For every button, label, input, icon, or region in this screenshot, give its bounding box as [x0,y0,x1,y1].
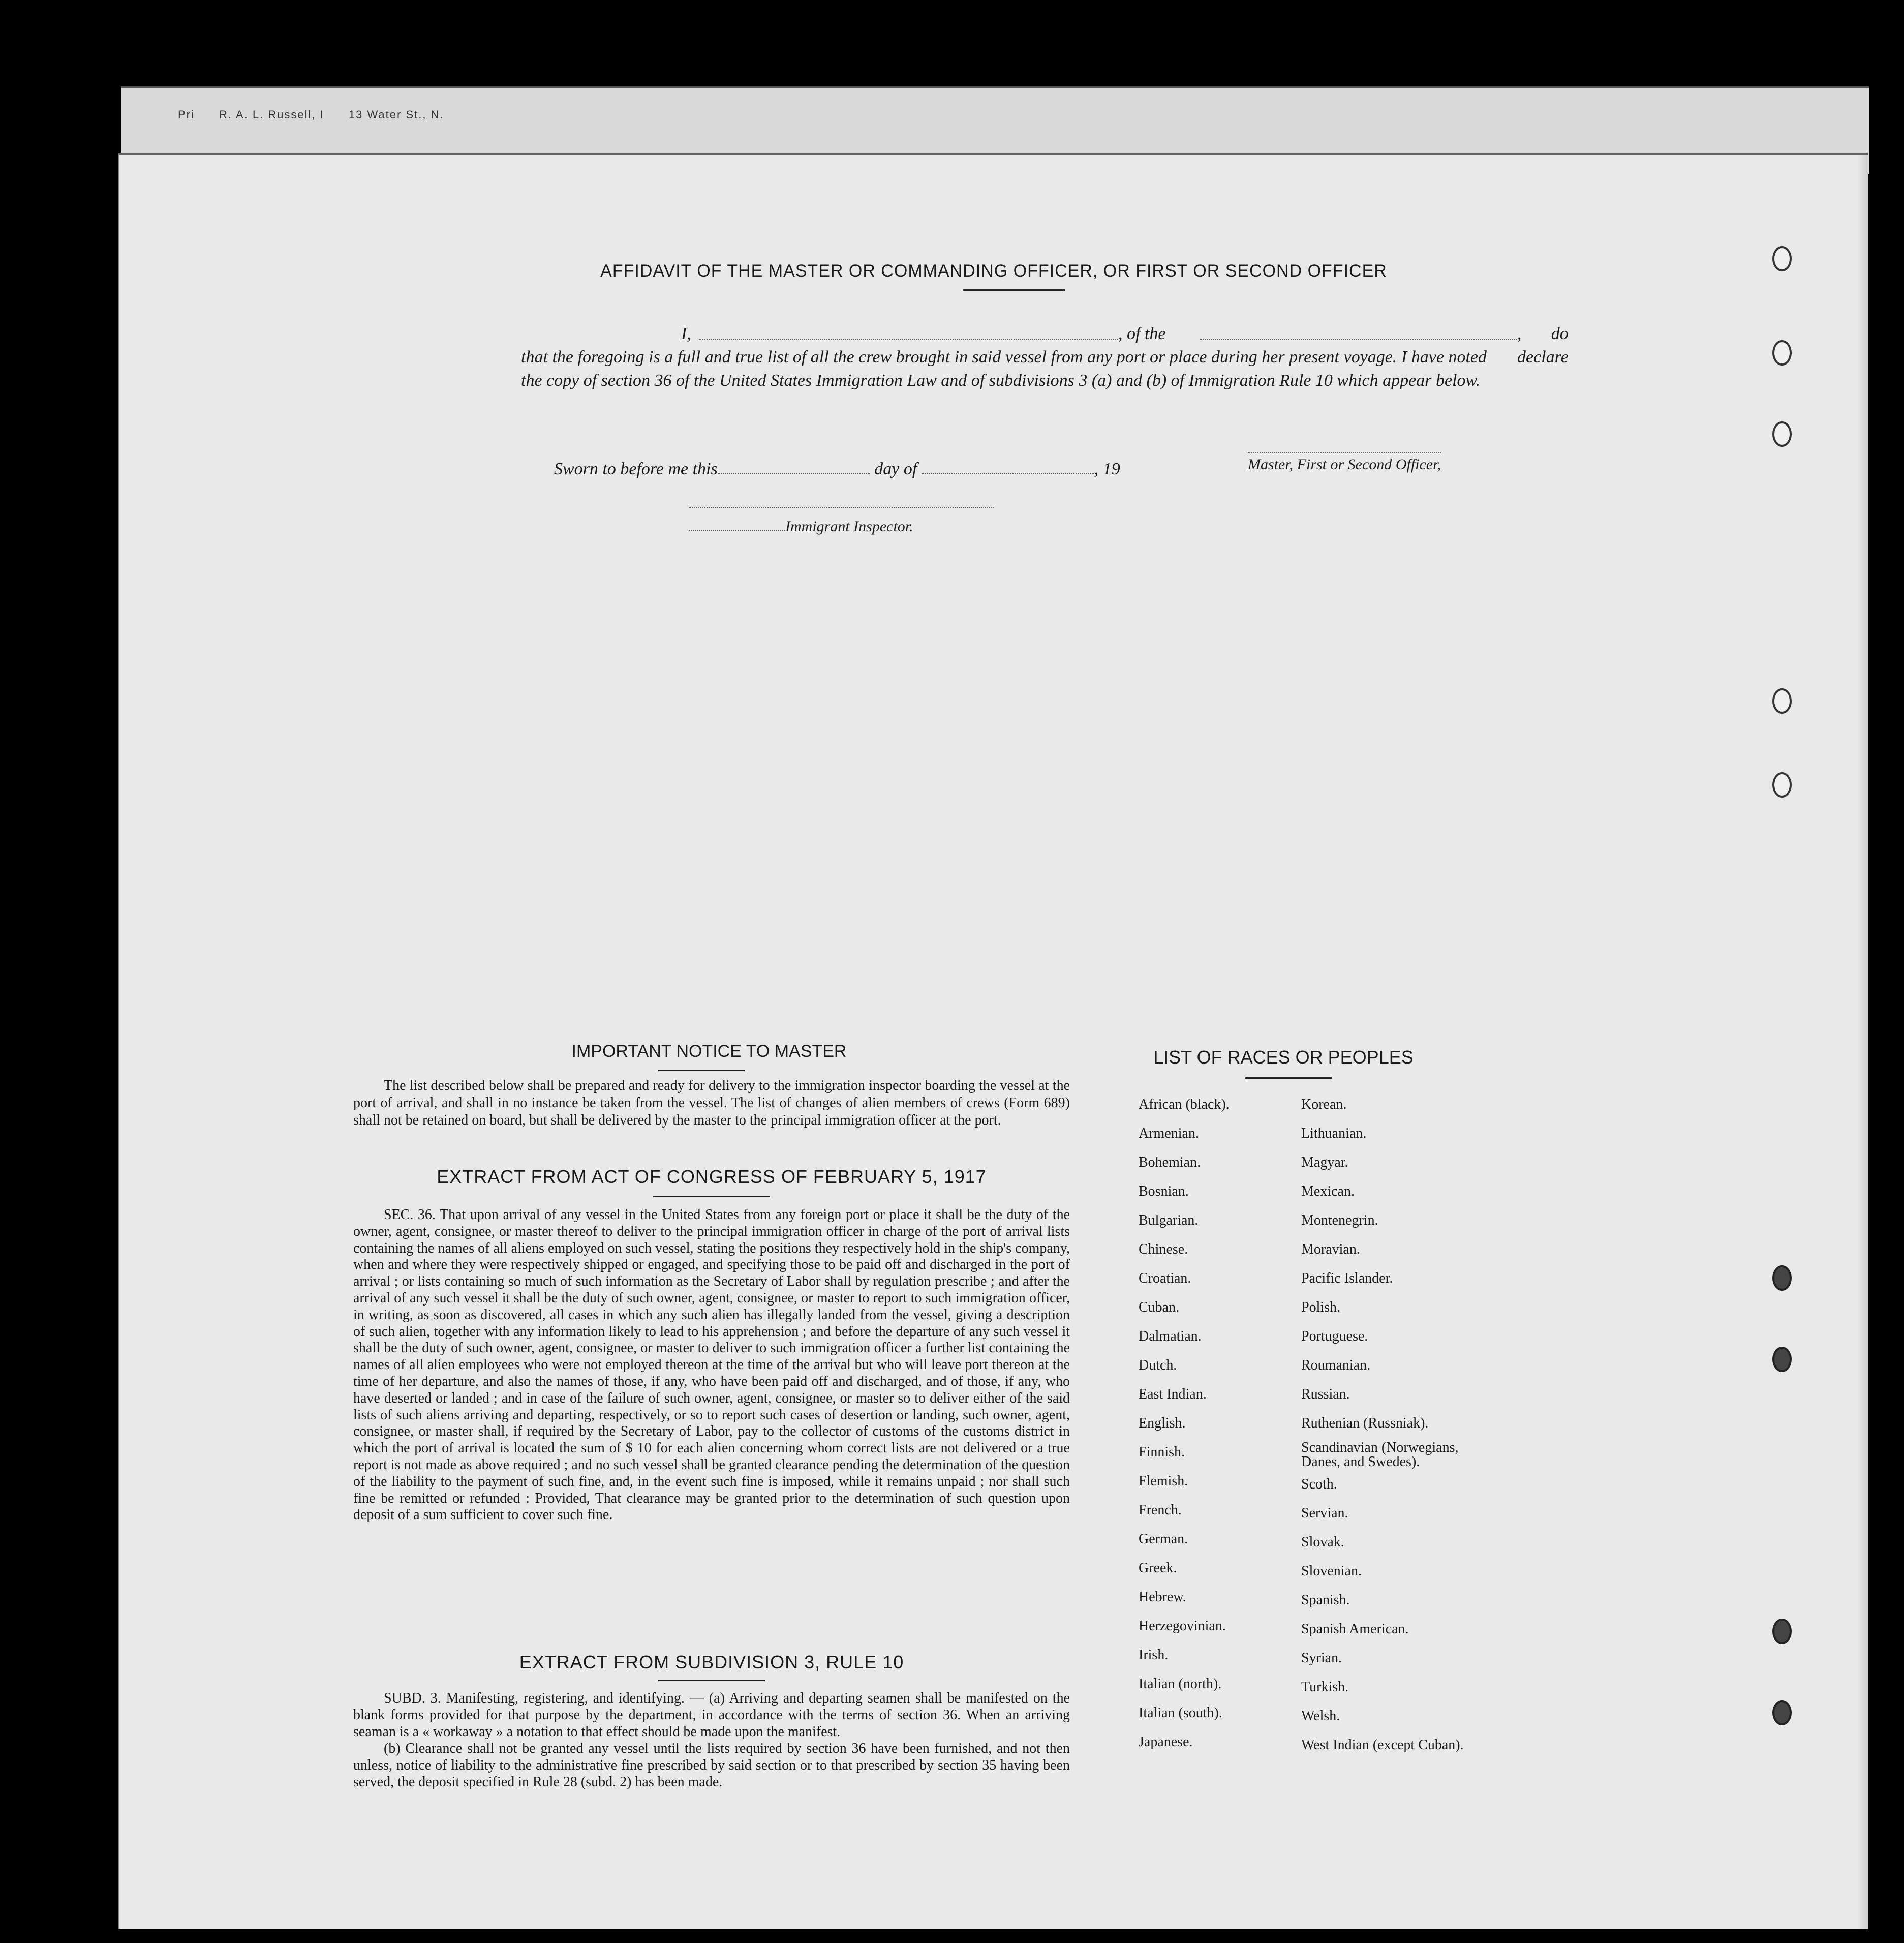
races-rule [1245,1077,1332,1079]
page-edge-shadow [1858,155,1868,1929]
race-item: Portuguese. [1301,1328,1368,1344]
race-item: Irish. [1139,1647,1169,1663]
race-item: Mexican. [1301,1183,1355,1199]
race-item: Chinese. [1139,1241,1188,1257]
affidavit-do-declare: , do declare [1517,324,1569,367]
race-item: African (black). [1139,1097,1230,1112]
race-item: Slovenian. [1301,1563,1362,1579]
race-item: Italian (north). [1139,1676,1222,1692]
race-item: Turkish. [1301,1679,1349,1695]
inspector-line [689,518,913,535]
race-item: Croatian. [1139,1270,1191,1286]
race-item: East Indian. [1139,1386,1207,1402]
extract2-rule [658,1680,765,1681]
race-item: Flemish. [1139,1473,1188,1489]
printer-imprint-part: Pri [178,108,195,121]
race-item: Russian. [1301,1386,1350,1402]
affidavit-text [521,322,1569,392]
race-item: Pacific Islander. [1301,1270,1393,1286]
races-title: LIST OF RACES OR PEOPLES [1153,1047,1414,1068]
race-item: English. [1139,1415,1186,1431]
race-item: Bulgarian. [1139,1212,1199,1228]
race-item: Montenegrin. [1301,1212,1378,1228]
race-item: Bohemian. [1139,1155,1201,1170]
printer-imprint-part: 13 Water St., N. [348,108,444,121]
race-item: Hebrew. [1139,1589,1186,1605]
race-item: Spanish. [1301,1592,1350,1608]
race-item: French. [1139,1502,1182,1518]
notice-body: The list described below shall be prepared and ready for delivery to the immigration inspector boarding the vessel at the port of arrival, and shall in no instance be taken from the vessel. The list of changes of alien members of crews (Form 689) shall not be retained on board, but shall be delivered by the master to the principal immigration officer at the port. [353,1078,1070,1128]
binder-hole-icon [1772,340,1792,366]
race-item: Lithuanian. [1301,1126,1367,1141]
year-label: , 19 [1094,460,1120,478]
name-field[interactable] [699,337,1118,340]
race-item: Armenian. [1139,1126,1199,1141]
race-item: Magyar. [1301,1155,1348,1170]
binder-hole-icon [1772,1700,1792,1725]
master-signature-line: Master, First or Second Officer, [1248,452,1441,473]
inspector-signature-field[interactable] [689,505,994,508]
race-item: Ruthenian (Russniak). [1301,1415,1429,1431]
race-item: Italian (south). [1139,1705,1222,1721]
races-column-1 [1139,1090,1230,1756]
binder-hole-icon [1772,772,1792,798]
sworn-label: Sworn to before me this [554,460,718,478]
race-item: Polish. [1301,1299,1341,1315]
notice-title: IMPORTANT NOTICE TO MASTER [571,1042,847,1061]
affidavit-of-the: , of the [1118,324,1166,343]
race-item: Greek. [1139,1560,1177,1576]
race-item: Roumanian. [1301,1357,1371,1373]
race-item: Dalmatian. [1139,1328,1202,1344]
printer-imprint-part: R. A. L. Russell, I [219,108,324,121]
race-item: Finnish. [1139,1444,1185,1460]
races-column-2 [1301,1090,1469,1759]
race-item: Moravian. [1301,1241,1360,1257]
affidavit-i: I, [681,324,691,343]
inspector-label: Immigrant Inspector. [785,518,913,535]
race-item: Welsh. [1301,1708,1340,1724]
sworn-day-field[interactable] [718,471,870,474]
race-item: Bosnian. [1139,1183,1189,1199]
sworn-month-field[interactable] [922,471,1094,474]
binder-hole-icon [1772,1619,1792,1644]
race-item: Scoth. [1301,1476,1337,1492]
extract2-para-b: (b) Clearance shall not be granted any vessel until the lists required by section 36 have been furnished, and not then unless, notice of liability to the administrative fine prescribed by said section or to that prescribed by section 35 having been served, the deposit specified in Rule 28 (subd. 2) has been made. [353,1741,1070,1790]
day-of-label: day of [874,460,917,478]
race-item: Dutch. [1139,1357,1177,1373]
vessel-field[interactable] [1200,337,1517,340]
race-item: Syrian. [1301,1650,1342,1666]
race-item: Japanese. [1139,1734,1193,1750]
sworn-line [554,460,1120,479]
extract1-title: EXTRACT FROM ACT OF CONGRESS OF FEBRUARY 5, 1917 [437,1166,987,1187]
race-item: Scandinavian (Norwegians, Danes, and Swedes). [1301,1440,1459,1470]
extract2-title: EXTRACT FROM SUBDIVISION 3, RULE 10 [519,1652,904,1673]
binder-hole-icon [1772,1347,1792,1372]
notice-rule [658,1070,745,1071]
race-item: German. [1139,1531,1188,1547]
race-item: Cuban. [1139,1299,1180,1315]
race-item: Servian. [1301,1505,1348,1521]
title-rule [963,289,1065,291]
race-item: Herzegovinian. [1139,1618,1226,1634]
extract1-body: SEC. 36. That upon arrival of any vessel in the United States from any foreign port or place it shall be the duty of the owner, agent, consignee, or master thereof to deliver to the principal immigration officer in charge of the port of arrival lists containing the names of all aliens employed on such vessel, stating the positions they respectively hold in the ship's company, when and where they were respectively shipped or engaged, and specifying those to be paid off and discharged in the port of arrival ; or lists containing so much of such information as the Secretary of Labor shall by regulation prescribe ; and after the arrival of any such vessel it shall be the duty of such owner, agent, consignee, or master to report to such immigration officer, in writing, as soon as discovered, all cases in which any such alien has illegally landed from the vessel, giving a description of such alien, together with any information likely to lead to his apprehension ; and before the departure of any such vessel it shall be the duty of such owner, agent, consignee, or master to deliver to such immigration officer a further list containing the names of all alien employees who were not employed thereon at the time of the arrival but who will leave port thereon at the time of her departure, and also the names of those, if any, who have been paid off and discharged, and of those, if any, who have deserted or landed ; and in case of the failure of such owner, agent, consignee, or master so to deliver either of the said lists of such aliens arriving and departing, respectively, or so to report such cases of desertion or landing, such owner, agent, consignee, or master shall, if required by the Secretary of Labor, pay to the collector of customs of the customs district in which the port of arrival is located the sum of $ 10 for each alien concerning whom correct lists are not delivered or a true report is not made as above required ; and no such vessel shall be granted clearance pending the determination of the question of the liability to the payment of such fine, and, in the event such fine is imposed, while it remains unpaid ; nor shall such fine be remitted or refunded : Provided, That clearance may be granted prior to the determination of such question upon deposit of a sum sufficient to cover such fine. [353,1207,1070,1523]
extract2-para-a: SUBD. 3. Manifesting, registering, and identifying. — (a) Arriving and departing seamen shall be manifested on the blank forms provided for that purpose by the department, in accordance with the terms of section 36. When an arriving seaman is a « workaway » a notation to that effect should be made upon the manifest. [353,1690,1070,1740]
extract1-rule [653,1196,770,1197]
inspector-dots [689,528,785,531]
document-page [118,153,1868,1929]
binder-hole-icon [1772,688,1792,714]
affidavit-body: that the foregoing is a full and true list of all the crew brought in said vessel from any port or place during her present voyage. I have noted the copy of section 36 of the United States Immigration Law and of subdivisions 3 (a) and (b) of Immigration Rule 10 which appear below. [521,348,1487,390]
binder-hole-icon [1772,1265,1792,1291]
printer-imprint [178,108,465,122]
race-item: Korean. [1301,1097,1347,1112]
affidavit-first-line [521,322,1569,367]
binder-hole-icon [1772,421,1792,447]
race-item: West Indian (except Cuban). [1301,1737,1464,1753]
affidavit-title: AFFIDAVIT OF THE MASTER OR COMMANDING OFFICER, OR FIRST OR SECOND OFFICER [600,261,1387,281]
extract2-body [353,1690,1070,1790]
race-item: Slovak. [1301,1534,1344,1550]
race-item: Spanish American. [1301,1621,1409,1637]
